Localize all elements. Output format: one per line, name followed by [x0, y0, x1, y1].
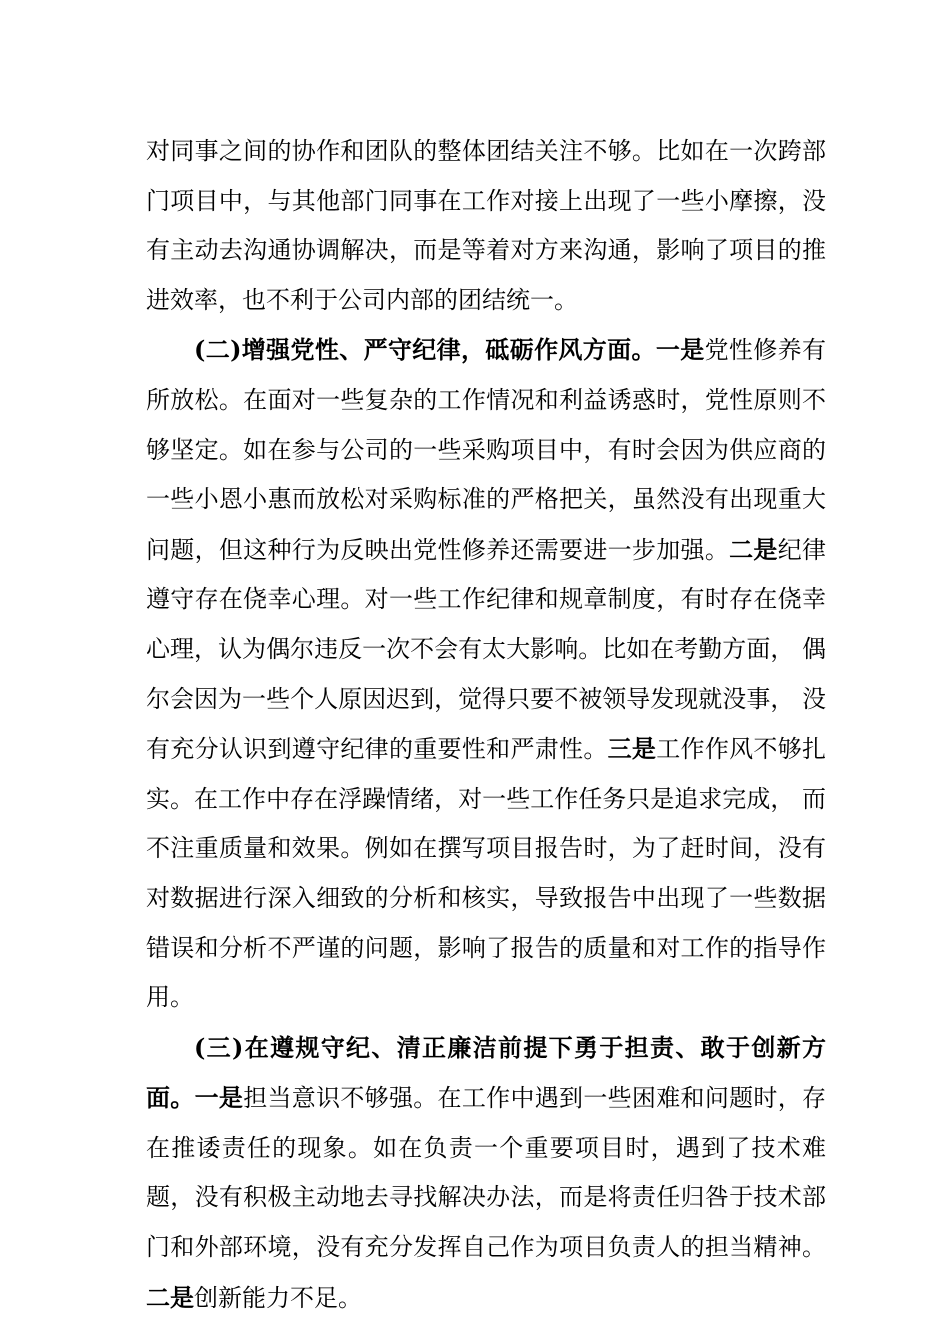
- section-heading: (三)在遵规守纪、清正廉洁前提下勇于担责、敢于创新方面。一是: [146, 1032, 826, 1113]
- document-page: [146, 127, 826, 1323]
- text-run: 纪律遵守存在侥幸心理。对一些工作纪律和规章制度，有时存在侥幸心理，认为偶尔违反一次不会有太大影响。比如在考勤方面， 偶尔会因为一些个人原因迟到，觉得只要不被领导发现就没事， 没有充分认识到遵守纪律的重要性和严肃性。: [146, 535, 826, 764]
- text-run: 工作作风不够扎实。在工作中存在浮躁情绪，对一些工作任务只是追求完成， 而不注重质量和效果。例如在撰写项目报告时，为了赶时间，没有对数据进行深入细致的分析和核实，导致报告中出现了一些数据错误和分析不严谨的问题，影响了报告的质量和对工作的指导作用。: [146, 735, 827, 1012]
- point-marker: 二是: [146, 1282, 194, 1312]
- paragraph-1: [146, 127, 826, 325]
- text-run: 创新能力不足。: [194, 1283, 362, 1312]
- text-run: 担当意识不够强。在工作中遇到一些困难和问题时，存在推诿责任的现象。如在负责一个重要项目时，遇到了技术难题，没有积极主动地去寻找解决办法，而是将责任归咎于技术部门和外部环境，没有充分发挥自己作为项目负责人的担当精神。: [146, 1084, 827, 1262]
- point-marker: 三是: [607, 734, 657, 764]
- paragraph-2: [146, 325, 826, 1022]
- paragraph-3: [146, 1023, 826, 1324]
- text-run: 党性修养有所放松。在面对一些复杂的工作情况和利益诱惑时，党性原则不够坚定。如在参与公司的一些采购项目中，有时会因为供应商的一些小恩小惠而放松对采购标准的严格把关，虽然没有出现重大问题，但这种行为反映出党性修养还需要进一步加强。: [146, 336, 827, 564]
- point-marker: 二是: [729, 534, 778, 564]
- text-run: 对同事之间的协作和团队的整体团结关注不够。比如在一次跨部门项目中，与其他部门同事在工作对接上出现了一些小摩擦，没有主动去沟通协调解决，而是等着对方来沟通，影响了项目的推进效率，也不利于公司内部的团结统一。: [146, 137, 826, 314]
- section-heading: (二)增强党性、严守纪律，砥砺作风方面。一是: [194, 335, 705, 365]
